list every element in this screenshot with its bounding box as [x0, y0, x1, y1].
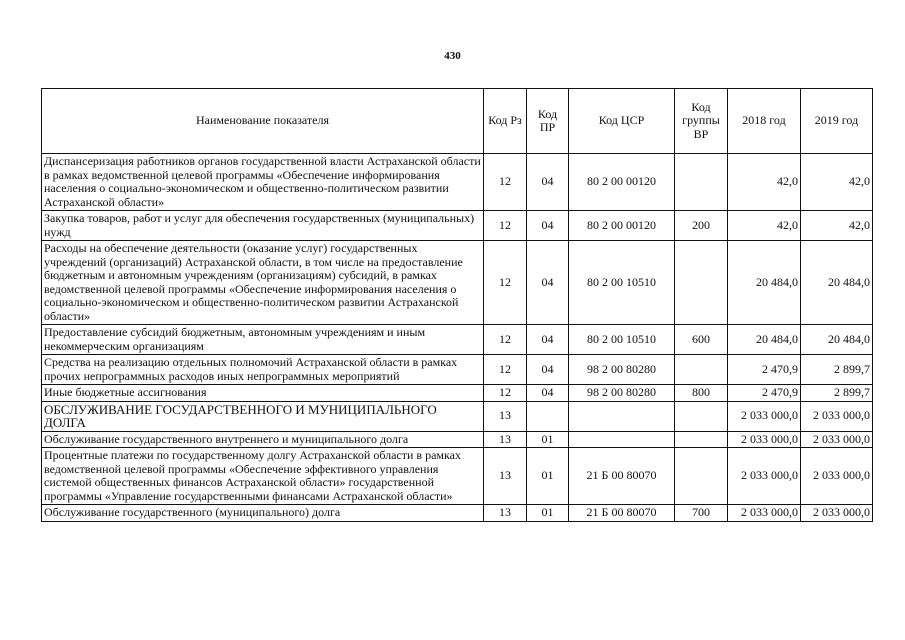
row-value-2018: 2 033 000,0: [728, 505, 801, 522]
row-name: Закупка товаров, работ и услуг для обеспечения государственных (муниципальных) нужд: [42, 211, 484, 241]
page-number: 430: [444, 50, 461, 62]
row-value-2019: 2 033 000,0: [801, 431, 873, 448]
row-code-pr: 01: [527, 505, 569, 522]
header-rz: Код Рз: [484, 89, 527, 154]
row-code-rz: 12: [484, 325, 527, 355]
row-value-2019: 2 033 000,0: [801, 505, 873, 522]
row-value-2019: 20 484,0: [801, 325, 873, 355]
row-code-pr: 01: [527, 431, 569, 448]
row-code-vr: 600: [675, 325, 728, 355]
row-code-rz: 12: [484, 385, 527, 402]
row-code-vr: 200: [675, 211, 728, 241]
row-value-2019: 2 033 000,0: [801, 448, 873, 505]
row-name: Предоставление субсидий бюджетным, автономным учреждениям и иным некоммерческим организациям: [42, 325, 484, 355]
row-name: Процентные платежи по государственному долгу Астраханской области в рамках ведомственной целевой программы «Обеспечение эффективного управления системой общественных финансов Астраханской области» государственной программы «Управление государственными финансами Астраханской области»: [42, 448, 484, 505]
table-header-row: [42, 89, 873, 154]
header-2019: 2019 год: [801, 89, 873, 154]
row-value-2018: 42,0: [728, 211, 801, 241]
row-value-2019: 20 484,0: [801, 241, 873, 325]
row-code-rz: 12: [484, 211, 527, 241]
row-name: Диспансеризация работников органов государственной власти Астраханской области в рамках ведомственной целевой программы «Обеспечение информирования населения о социально-экономическом и общественно-политическом развитии Астраханской области»: [42, 154, 484, 211]
row-code-pr: 04: [527, 385, 569, 402]
row-value-2019: 42,0: [801, 154, 873, 211]
row-code-pr: 04: [527, 154, 569, 211]
header-csr: Код ЦСР: [569, 89, 675, 154]
row-code-rz: 12: [484, 355, 527, 385]
row-code-csr: 98 2 00 80280: [569, 355, 675, 385]
row-code-pr: 04: [527, 355, 569, 385]
row-code-vr: [675, 241, 728, 325]
row-code-rz: 12: [484, 241, 527, 325]
header-vr: Код группы ВР: [675, 89, 728, 154]
table-row: [42, 431, 873, 448]
row-name: Средства на реализацию отдельных полномочий Астраханской области в рамках прочих непрограммных расходов иных непрограммных мероприятий: [42, 355, 484, 385]
row-code-csr: 98 2 00 80280: [569, 385, 675, 402]
row-code-vr: [675, 431, 728, 448]
row-value-2018: 2 033 000,0: [728, 401, 801, 431]
header-2018: 2018 год: [728, 89, 801, 154]
row-name: Расходы на обеспечение деятельности (оказание услуг) государственных учреждений (организаций) Астраханской области, в том числе на предоставление бюджетным и автономным учреждениям (организациям) субсидий, в рамках ведомственной целевой программы «Обеспечение информирования населения о социально-экономическом и общественно-политическом развитии Астраханской области»: [42, 241, 484, 325]
row-value-2018: 42,0: [728, 154, 801, 211]
table-row: [42, 241, 873, 325]
row-value-2018: 20 484,0: [728, 325, 801, 355]
row-code-pr: 01: [527, 448, 569, 505]
row-code-rz: 13: [484, 448, 527, 505]
row-name: Обслуживание государственного (муниципального) долга: [42, 505, 484, 522]
row-value-2018: 2 470,9: [728, 385, 801, 402]
table-row: [42, 385, 873, 402]
row-code-rz: 13: [484, 505, 527, 522]
table-row: [42, 401, 873, 431]
row-code-rz: 13: [484, 431, 527, 448]
row-code-pr: 04: [527, 325, 569, 355]
row-code-vr: [675, 401, 728, 431]
row-name: ОБСЛУЖИВАНИЕ ГОСУДАРСТВЕННОГО И МУНИЦИПАЛЬНОГО ДОЛГА: [42, 401, 484, 431]
row-value-2018: 2 033 000,0: [728, 431, 801, 448]
table-row: [42, 505, 873, 522]
row-code-csr: 21 Б 00 80070: [569, 448, 675, 505]
row-code-rz: 12: [484, 154, 527, 211]
row-code-csr: 80 2 00 10510: [569, 325, 675, 355]
table-row: [42, 154, 873, 211]
row-value-2018: 20 484,0: [728, 241, 801, 325]
row-code-pr: [527, 401, 569, 431]
row-code-csr: 80 2 00 00120: [569, 154, 675, 211]
row-code-vr: [675, 448, 728, 505]
header-name: Наименование показателя: [42, 89, 484, 154]
row-code-pr: 04: [527, 211, 569, 241]
row-code-csr: [569, 401, 675, 431]
row-code-vr: [675, 154, 728, 211]
budget-table: [41, 88, 873, 522]
row-value-2019: 2 899,7: [801, 355, 873, 385]
row-code-vr: 800: [675, 385, 728, 402]
row-code-vr: [675, 355, 728, 385]
row-name: Иные бюджетные ассигнования: [42, 385, 484, 402]
table-row: [42, 211, 873, 241]
row-value-2019: 2 899,7: [801, 385, 873, 402]
row-name: Обслуживание государственного внутреннего и муниципального долга: [42, 431, 484, 448]
row-code-vr: 700: [675, 505, 728, 522]
row-code-csr: 21 Б 00 80070: [569, 505, 675, 522]
row-code-pr: 04: [527, 241, 569, 325]
row-value-2019: 2 033 000,0: [801, 401, 873, 431]
table-row: [42, 355, 873, 385]
table-row: [42, 325, 873, 355]
row-value-2018: 2 033 000,0: [728, 448, 801, 505]
table-row: [42, 448, 873, 505]
row-code-rz: 13: [484, 401, 527, 431]
row-code-csr: 80 2 00 10510: [569, 241, 675, 325]
row-value-2019: 42,0: [801, 211, 873, 241]
header-pr: Код ПР: [527, 89, 569, 154]
row-code-csr: [569, 431, 675, 448]
row-value-2018: 2 470,9: [728, 355, 801, 385]
row-code-csr: 80 2 00 00120: [569, 211, 675, 241]
